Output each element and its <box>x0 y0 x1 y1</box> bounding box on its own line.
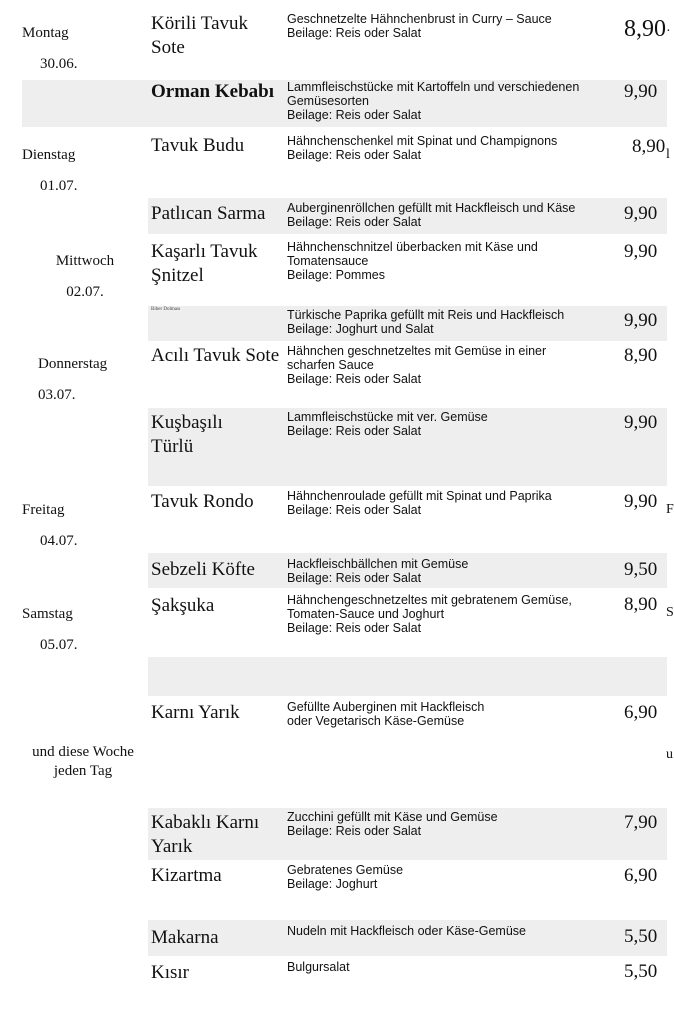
dish-description <box>287 960 622 974</box>
dish-price: 6,90 <box>624 702 658 723</box>
day-label: Samstag <box>22 606 73 622</box>
dish-name: Şakşuka <box>151 595 215 616</box>
dish-name: Acılı Tavuk Sote <box>151 345 280 366</box>
day-label: Dienstag <box>22 147 76 163</box>
dish-name: Karnı Yarık <box>151 702 240 723</box>
desc-line: Hähnchen geschnetzeltes mit Gemüse in einer scharfen Sauce <box>287 344 547 372</box>
desc-line: Bulgursalat <box>287 960 350 974</box>
desc-line: Hähnchenschnitzel überbacken mit Käse und Tomatensauce <box>287 240 538 268</box>
desc-line: Türkische Paprika gefüllt mit Reis und Hackfleisch <box>287 308 565 322</box>
dish-name: Kısır <box>151 962 189 983</box>
day-label: Montag <box>22 25 69 41</box>
desc-line: Geschnetzelte Hähnchenbrust in Curry – Sauce <box>287 12 552 26</box>
dish-description <box>287 557 622 585</box>
dish-price: 8,90 <box>624 594 658 615</box>
weekly-note <box>18 743 148 781</box>
dish-description <box>287 810 622 838</box>
dish-name: Makarna <box>151 927 219 948</box>
dish-price: 9,90 <box>624 241 658 262</box>
day-saturday <box>22 605 92 655</box>
desc-line: Lammfleischstücke mit Kartoffeln und verschiedenen Gemüsesorten <box>287 80 580 108</box>
side-line: Beilage: Reis oder Salat <box>287 503 422 517</box>
dish-price: 9,50 <box>624 559 658 580</box>
day-label: Mittwoch <box>55 253 115 269</box>
dish-price: 9,90 <box>624 491 658 512</box>
dish-price: 9,90 <box>624 412 658 433</box>
side-line: Beilage: Reis oder Salat <box>287 571 422 585</box>
dish-description <box>287 240 587 282</box>
dish-price: 9,90 <box>624 203 658 224</box>
cut-off-text: · <box>666 24 671 39</box>
day-date: 02.07. <box>66 284 104 300</box>
dish-description <box>287 924 622 938</box>
desc-line: Hähnchenroulade gefüllt mit Spinat und Paprika <box>287 489 552 503</box>
day-date: 05.07. <box>40 637 78 653</box>
dish-name: Tavuk Budu <box>151 135 245 156</box>
dish-name: Kuşbaşılı Türlü <box>151 412 223 457</box>
side-line: Beilage: Reis oder Salat <box>287 372 422 386</box>
dish-name: Sebzeli Köfte <box>151 559 255 580</box>
dish-description <box>287 700 622 728</box>
dish-description <box>287 489 622 517</box>
dish-description <box>287 201 622 229</box>
day-thursday <box>38 355 138 405</box>
desc-line: Hähnchengeschnetzeltes mit gebratenem Gemüse, Tomaten-Sauce und Joghurt <box>287 593 572 621</box>
day-date: 03.07. <box>38 387 76 403</box>
desc-line: Hackfleischbällchen mit Gemüse <box>287 557 469 571</box>
dish-name: Kizartma <box>151 865 222 886</box>
dish-price: 5,50 <box>624 926 658 947</box>
side-line: Beilage: Reis oder Salat <box>287 424 422 438</box>
dish-price: 8,90 <box>624 16 666 42</box>
dish-price: 9,90 <box>624 81 658 102</box>
cut-off-text: S <box>666 605 674 620</box>
day-wednesday <box>40 252 130 302</box>
dish-description <box>287 308 622 336</box>
weekly-line: jeden Tag <box>53 763 113 779</box>
dish-description <box>287 593 617 635</box>
day-date: 30.06. <box>40 56 78 72</box>
side-line: Beilage: Reis oder Salat <box>287 26 422 40</box>
day-friday <box>22 501 82 551</box>
dish-description <box>287 410 622 438</box>
day-label: Donnerstag <box>38 356 108 372</box>
side-line: Beilage: Joghurt und Salat <box>287 322 434 336</box>
day-tuesday <box>22 146 92 196</box>
dish-name: Orman Kebabı <box>151 81 274 102</box>
day-label: Freitag <box>22 502 65 518</box>
side-line: Beilage: Reis oder Salat <box>287 824 422 838</box>
dish-name: Patlıcan Sarma <box>151 203 266 224</box>
day-monday <box>22 24 82 74</box>
side-line: Beilage: Pommes <box>287 268 385 282</box>
desc-line: Lammfleischstücke mit ver. Gemüse <box>287 410 488 424</box>
desc-line: Gefüllte Auberginen mit Hackfleisch <box>287 700 485 714</box>
desc-line: Auberginenröllchen gefüllt mit Hackfleisch und Käse <box>287 201 576 215</box>
dish-name: Körili Tavuk Sote <box>151 13 249 58</box>
side-line: Beilage: Reis oder Salat <box>287 621 422 635</box>
dish-price: 7,90 <box>624 812 658 833</box>
weekly-line: und diese Woche <box>32 744 134 760</box>
dish-name: Biber Dolması <box>151 307 181 312</box>
day-date: 04.07. <box>40 533 78 549</box>
desc-line: Gebratenes Gemüse <box>287 863 404 877</box>
dish-name: Kaşarlı Tavuk Şnitzel <box>151 241 258 286</box>
dish-price: 9,90 <box>624 310 658 331</box>
dish-description <box>287 80 622 122</box>
dish-price: 5,50 <box>624 961 658 982</box>
desc-line: Zucchini gefüllt mit Käse und Gemüse <box>287 810 498 824</box>
dish-price: 8,90 <box>624 345 658 366</box>
dish-name: Tavuk Rondo <box>151 491 254 512</box>
side-line: Beilage: Reis oder Salat <box>287 108 422 122</box>
dish-price: 8,90 <box>632 136 666 157</box>
desc-line: Hähnchenschenkel mit Spinat und Champignons <box>287 134 558 148</box>
dish-description <box>287 134 622 162</box>
cut-off-text: u <box>666 747 673 762</box>
dish-price: 6,90 <box>624 865 658 886</box>
dish-description <box>287 863 622 891</box>
side-line: Beilage: Joghurt <box>287 877 378 891</box>
dish-description <box>287 344 597 386</box>
desc-line: Nudeln mit Hackfleisch oder Käse-Gemüse <box>287 924 526 938</box>
row-band <box>148 657 667 696</box>
side-line: Beilage: Reis oder Salat <box>287 148 422 162</box>
cut-off-text: l <box>666 147 670 162</box>
dish-description <box>287 12 622 40</box>
side-line: Beilage: Reis oder Salat <box>287 215 422 229</box>
side-line: oder Vegetarisch Käse-Gemüse <box>287 714 465 728</box>
day-date: 01.07. <box>40 178 78 194</box>
cut-off-text: F <box>666 502 674 517</box>
dish-name: Kabaklı Karnı Yarık <box>151 812 260 857</box>
